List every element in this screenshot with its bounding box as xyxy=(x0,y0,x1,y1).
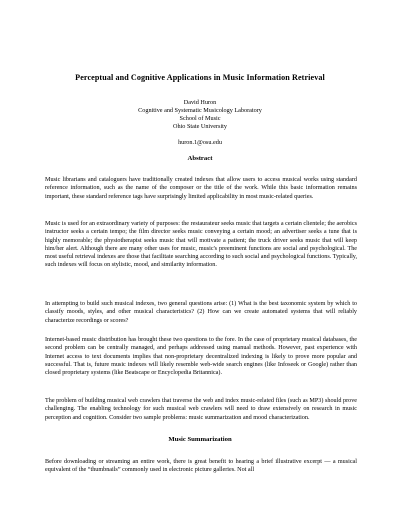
author-school: School of Music xyxy=(179,115,221,122)
abstract-paragraph-3: In attempting to build such musical indexes, two general questions arise: (1) What is the best taxonomic system by which to classify moods, styles, and other musical characteristics? (2) How can we create automated systems that will reliably characterize recordings or scores? xyxy=(45,301,357,324)
section-heading: Music Summarization xyxy=(168,436,232,443)
author-email: huron.1@osu.edu xyxy=(178,139,222,146)
abstract-paragraph-2: Music is used for an extraordinary variety of purposes: the restaurateur seeks music that targets a certain clientele; the aerobics instructor seeks a certain tempo; the film director seeks music conveying a certain mood; an advertiser seeks a tune that is highly memorable; the physiotherapist seeks music that will motivate a patient; the truck driver seeks music that will keep him/her alert. Although there are many other uses for music, music's preeminent functions are social and psychological. The most useful retrieval indexes are those that facilitate searching according to such social and psychological functions. Typically, such indexes will focus on stylistic, mood, and similarity information. xyxy=(45,221,357,269)
author-name: David Huron xyxy=(183,99,217,106)
abstract-paragraph-4: Internet-based music distribution has brought these two questions to the fore. In the case of proprietary musical databases, the second problem can be centrally managed, and perhaps addressed using manual methods. However, past experience with Internet access to text documents implies that non-proprietary decentralized indexing is likely to prove more popular and successful. That is, future music indexes will likely resemble web-wide search engines (like Infoseek or Google) rather than closed proprietary systems (like Beatscape or Encyclopedia Britannica). xyxy=(45,337,357,376)
abstract-paragraph-5: The problem of building musical web crawlers that traverse the web and index music-related files (such as MP3) should prove challenging. The enabling technology for such musical web crawlers will need to draw extensively on research in music perception and cognition. Consider two sample problems: music summarization and mood characterization. xyxy=(45,398,357,421)
author-university: Ohio State University xyxy=(173,123,227,130)
abstract-heading: Abstract xyxy=(187,155,213,162)
paper-title: Perceptual and Cognitive Applications in Music Information Retrieval xyxy=(75,73,325,82)
section-paragraph: Before downloading or streaming an entire work, there is great benefit to hearing a brief illustrative excerpt — a musical equivalent of the “thumbnails” commonly used in electronic picture galleries. Not all xyxy=(45,459,357,474)
abstract-paragraph-1: Music librarians and cataloguers have traditionally created indexes that allow users to access musical works using standard reference information, such as the name of the composer or the title of the work. While this basic information remains important, these standard reference tags have surprisingly limited applicability in most music-related queries. xyxy=(45,177,357,200)
author-lab: Cognitive and Systematic Musicology Laboratory xyxy=(138,107,262,114)
